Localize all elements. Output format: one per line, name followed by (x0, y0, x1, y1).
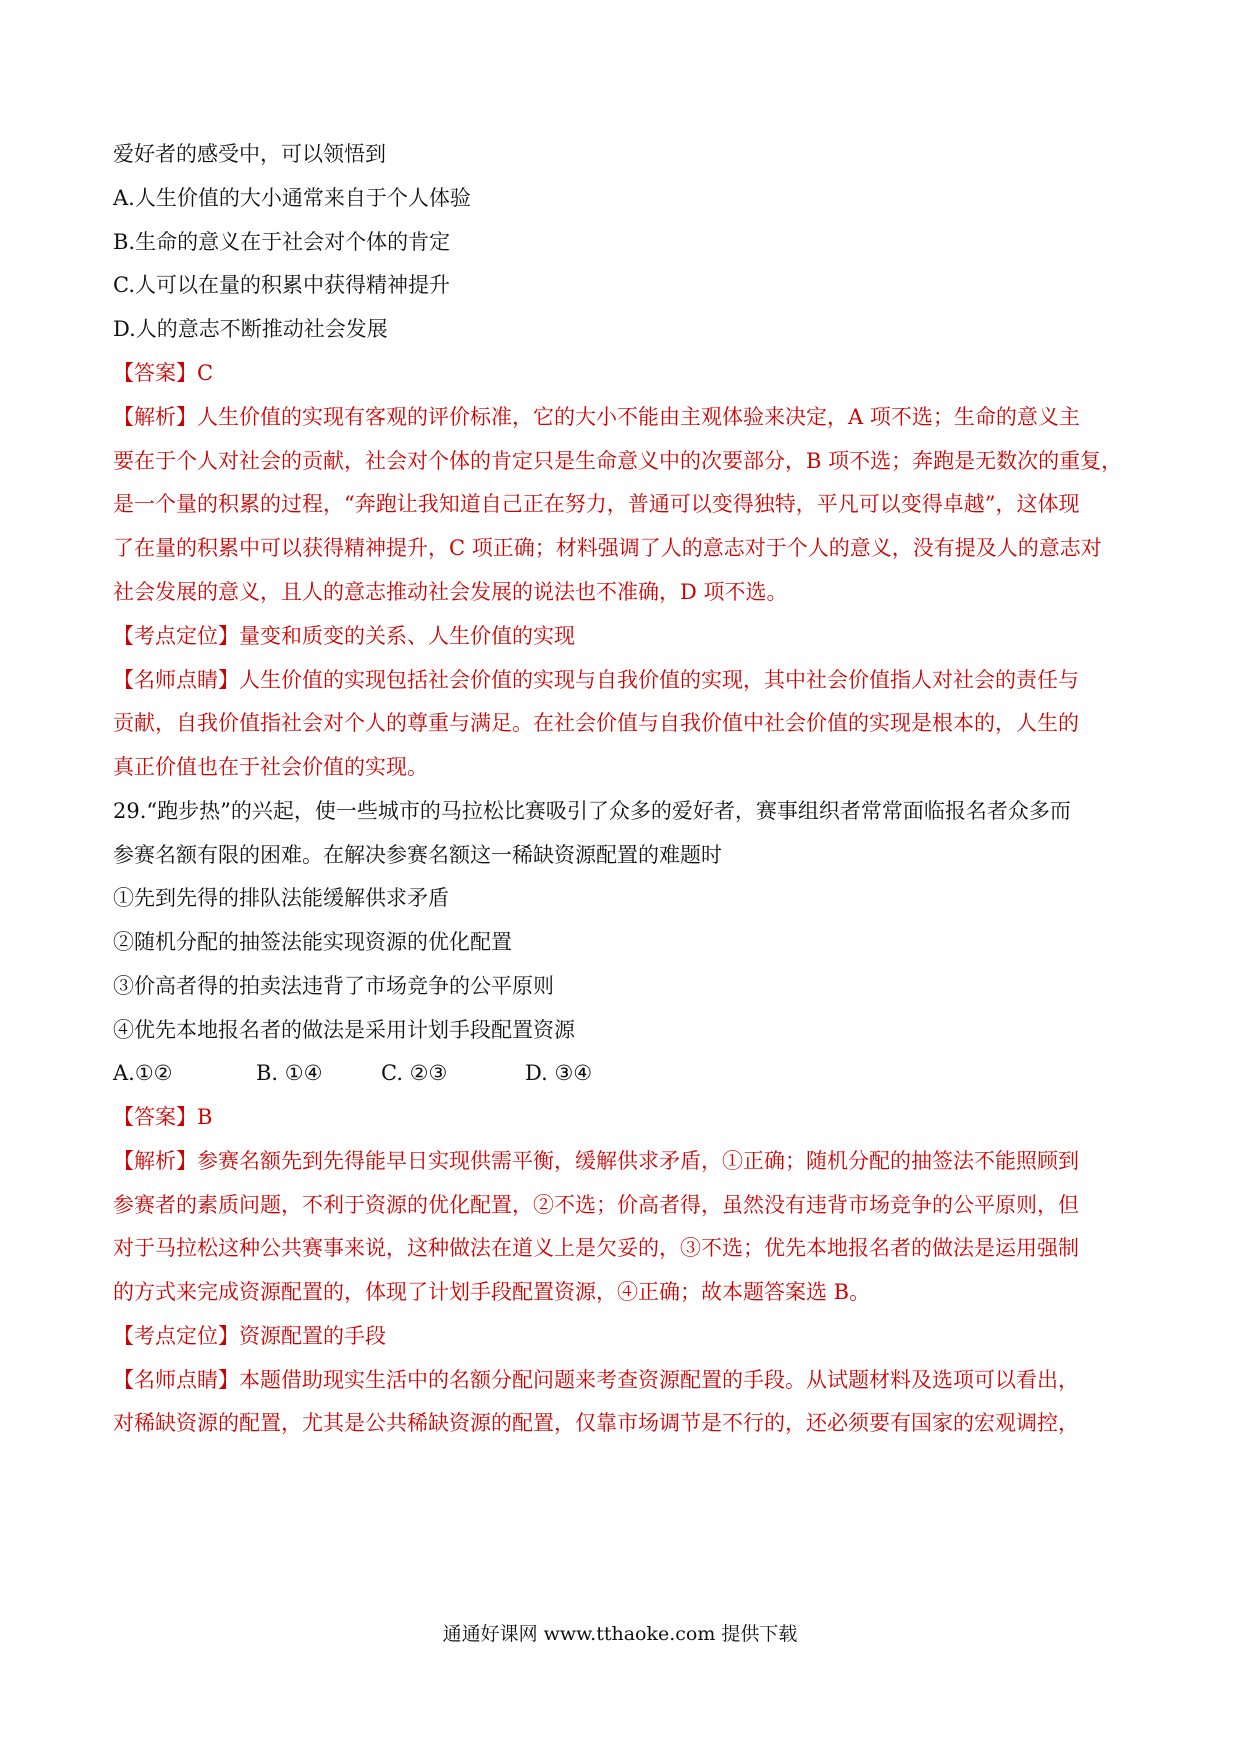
q29-kaodian-text: 资源配置的手段 (239, 1324, 386, 1348)
q29-analysis-tag: 【解析】 (113, 1149, 197, 1173)
q29-dianjing-tag: 【名师点睛】 (113, 1368, 239, 1392)
q29-analysis-line-3: 对于马拉松这种公共赛事来说，这种做法在道义上是欠妥的，③不选；优先本地报名者的做法是运用强制 (113, 1236, 1079, 1260)
q28-option-b: B.生命的意义在于社会对个体的肯定 (113, 230, 451, 254)
q29-choice-c: C. ②③ (381, 1061, 448, 1085)
q28-analysis-line-2: 要在于个人对社会的贡献，社会对个体的肯定只是生命意义中的次要部分，B 项不选；奔跑是无数次的重复， (113, 449, 1123, 473)
q28-analysis-line-3: 是一个量的积累的过程，“奔跑让我知道自己正在努力，普通可以变得独特，平凡可以变得卓越”，这体现 (113, 492, 1080, 516)
q29-stem-line-2: 参赛名额有限的困难。在解决参赛名额这一稀缺资源配置的难题时 (113, 843, 722, 867)
q28-answer-tag: 【答案】 (113, 361, 197, 385)
q29-choice-b: B. ①④ (256, 1061, 323, 1085)
q28-option-a: A.人生价值的大小通常来自于个人体验 (113, 186, 471, 210)
q29-choice-a: A.①② (113, 1061, 173, 1085)
q28-option-d: D.人的意志不断推动社会发展 (113, 317, 388, 341)
q29-dianjing-line-2: 对稀缺资源的配置，尤其是公共稀缺资源的配置，仅靠市场调节是不行的，还必须要有国家的宏观调控， (113, 1411, 1079, 1435)
q29-analysis-line-4: 的方式来完成资源配置的，体现了计划手段配置资源，④正确；故本题答案选 B。 (113, 1280, 871, 1304)
q29-dianjing-text-1: 本题借助现实生活中的名额分配问题来考查资源配置的手段。从试题材料及选项可以看出， (239, 1368, 1079, 1392)
q28-dianjing-line-1 (113, 665, 1133, 695)
q28-dianjing-line-3: 真正价值也在于社会价值的实现。 (113, 755, 428, 779)
q28-answer (113, 358, 1133, 388)
q29-answer-tag: 【答案】 (113, 1105, 197, 1129)
q28-analysis-line-1 (113, 402, 1133, 432)
q28-kaodian-text: 量变和质变的关系、人生价值的实现 (239, 624, 575, 648)
q29-analysis-line-1 (113, 1146, 1133, 1176)
q28-analysis-line-4: 了在量的积累中可以获得精神提升，C 项正确；材料强调了人的意志对于个人的意义，没有提及人的意志对 (113, 536, 1102, 560)
q29-dianjing-line-1 (113, 1365, 1133, 1395)
q29-analysis-text-1: 参赛名额先到先得能早日实现供需平衡，缓解供求矛盾，①正确；随机分配的抽签法不能照顾到 (197, 1149, 1079, 1173)
q29-statement-1: ①先到先得的排队法能缓解供求矛盾 (113, 886, 449, 910)
q28-analysis-tag: 【解析】 (113, 405, 197, 429)
q28-kaodian (113, 621, 1133, 651)
q28-dianjing-tag: 【名师点睛】 (113, 668, 239, 692)
q29-stem-line-1: 29.“跑步热”的兴起，使一些城市的马拉松比赛吸引了众多的爱好者，赛事组织者常常面临报名者众多而 (113, 799, 1071, 823)
q29-choices (113, 1058, 1133, 1088)
q29-kaodian (113, 1321, 1133, 1351)
q28-analysis-line-5: 社会发展的意义，且人的意志推动社会发展的说法也不准确，D 项不选。 (113, 580, 788, 604)
q29-analysis-line-2: 参赛者的素质问题，不利于资源的优化配置，②不选；价高者得，虽然没有违背市场竞争的公平原则，但 (113, 1193, 1079, 1217)
q28-analysis-text-1: 人生价值的实现有客观的评价标准，它的大小不能由主观体验来决定，A 项不选；生命的意义主 (197, 405, 1080, 429)
q29-answer-value: B (197, 1105, 213, 1129)
q28-dianjing-text-1: 人生价值的实现包括社会价值的实现与自我价值的实现，其中社会价值指人对社会的责任与 (239, 668, 1079, 692)
q29-statement-4: ④优先本地报名者的做法是采用计划手段配置资源 (113, 1018, 575, 1042)
q29-choice-d: D. ③④ (525, 1061, 593, 1085)
q29-kaodian-tag: 【考点定位】 (113, 1324, 239, 1348)
page-footer: 通通好课网 www.tthaoke.com 提供下载 (442, 1623, 798, 1645)
q29-statement-2: ②随机分配的抽签法能实现资源的优化配置 (113, 930, 512, 954)
q29-statement-3: ③价高者得的拍卖法违背了市场竞争的公平原则 (113, 974, 554, 998)
q28-answer-value: C (197, 361, 214, 385)
q28-option-c: C.人可以在量的积累中获得精神提升 (113, 273, 450, 297)
q28-stem-end: 爱好者的感受中，可以领悟到 (113, 142, 386, 166)
q28-dianjing-line-2: 贡献，自我价值指社会对个人的尊重与满足。在社会价值与自我价值中社会价值的实现是根本的，人生的 (113, 711, 1079, 735)
q29-answer (113, 1102, 1133, 1132)
q28-kaodian-tag: 【考点定位】 (113, 624, 239, 648)
